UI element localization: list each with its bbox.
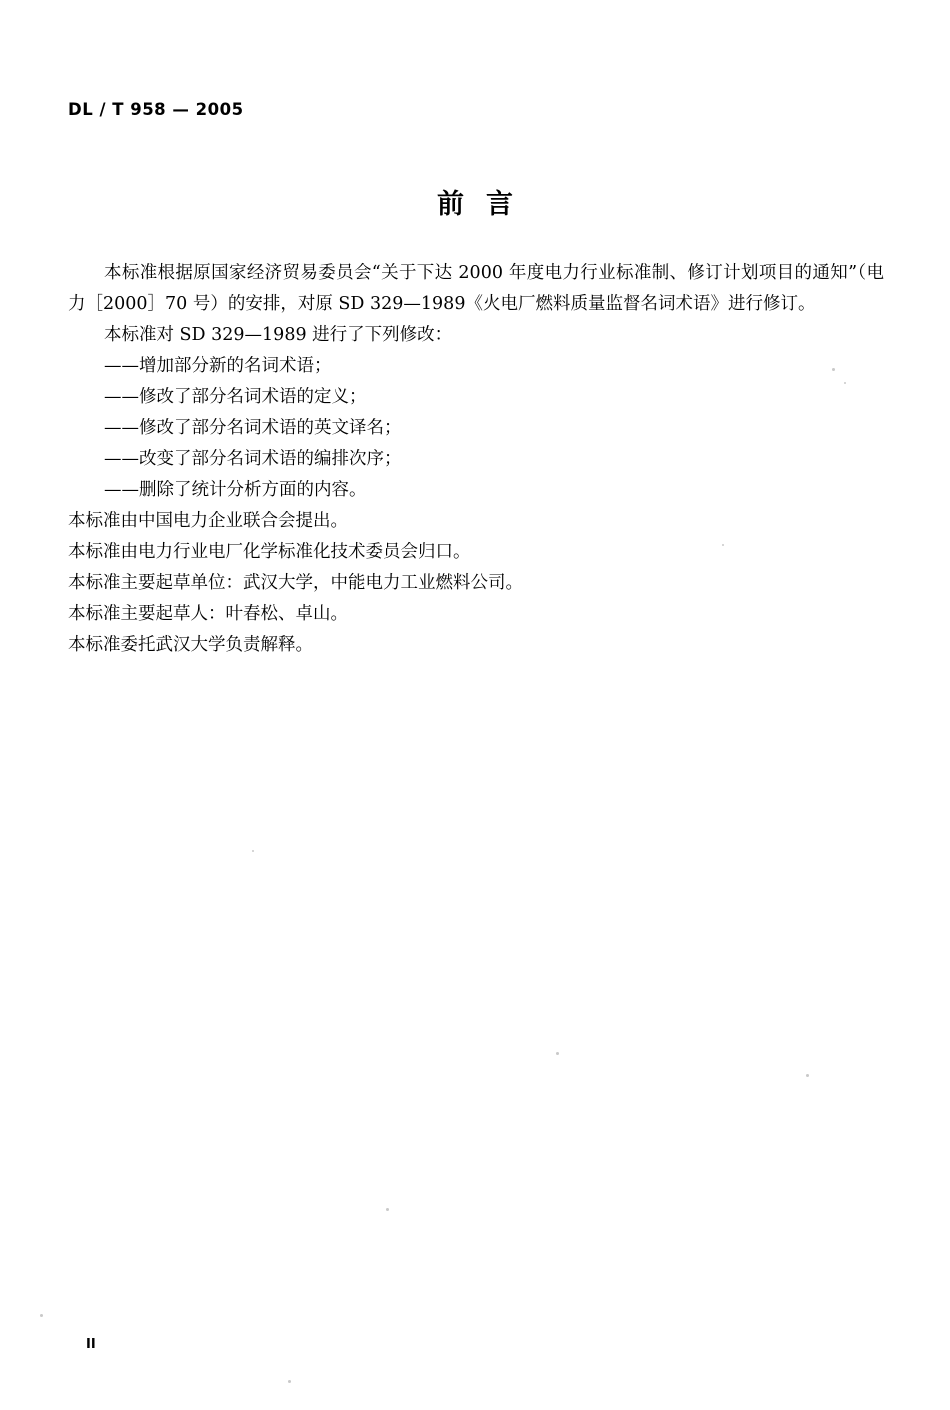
- scan-speck: [806, 1074, 809, 1077]
- scan-speck: [556, 1052, 559, 1055]
- paragraph: ——修改了部分名词术语的英文译名；: [104, 418, 402, 438]
- paragraph: 本标准对 SD 329—1989 进行了下列修改：: [104, 325, 453, 345]
- page-number: II: [86, 1337, 96, 1352]
- scan-speck: [844, 382, 846, 384]
- paragraph: ——改变了部分名词术语的编排次序；: [104, 449, 402, 469]
- foreword-body: [68, 258, 884, 661]
- paragraph: ——增加部分新的名词术语；: [104, 356, 332, 376]
- paragraph: 本标准由电力行业电厂化学标准化技术委员会归口。: [68, 542, 471, 562]
- page-title: 前言: [437, 189, 535, 220]
- scan-speck: [288, 1380, 291, 1383]
- scan-speck: [252, 850, 254, 852]
- paragraph: 本标准根据原国家经济贸易委员会“关于下达 2000 年度电力行业标准制、修订计划项目的通知”（电力［2000］70 号）的安排，对原 SD 329—1989《火电厂燃料质量监督名词术语》进行修订。: [68, 263, 884, 314]
- scan-speck: [722, 544, 724, 546]
- standard-number: DL / T 958 — 2005: [68, 100, 244, 119]
- paragraph: 本标准委托武汉大学负责解释。: [68, 635, 313, 655]
- paragraph: 本标准由中国电力企业联合会提出。: [68, 511, 348, 531]
- scan-speck: [832, 368, 835, 371]
- scan-speck: [386, 1208, 389, 1211]
- scan-speck: [40, 1314, 43, 1317]
- paragraph: 本标准主要起草人：叶春松、卓山。: [68, 604, 348, 624]
- paragraph: 本标准主要起草单位：武汉大学，中能电力工业燃料公司。: [68, 573, 523, 593]
- paragraph: ——修改了部分名词术语的定义；: [104, 387, 367, 407]
- paragraph: ——删除了统计分析方面的内容。: [104, 480, 367, 500]
